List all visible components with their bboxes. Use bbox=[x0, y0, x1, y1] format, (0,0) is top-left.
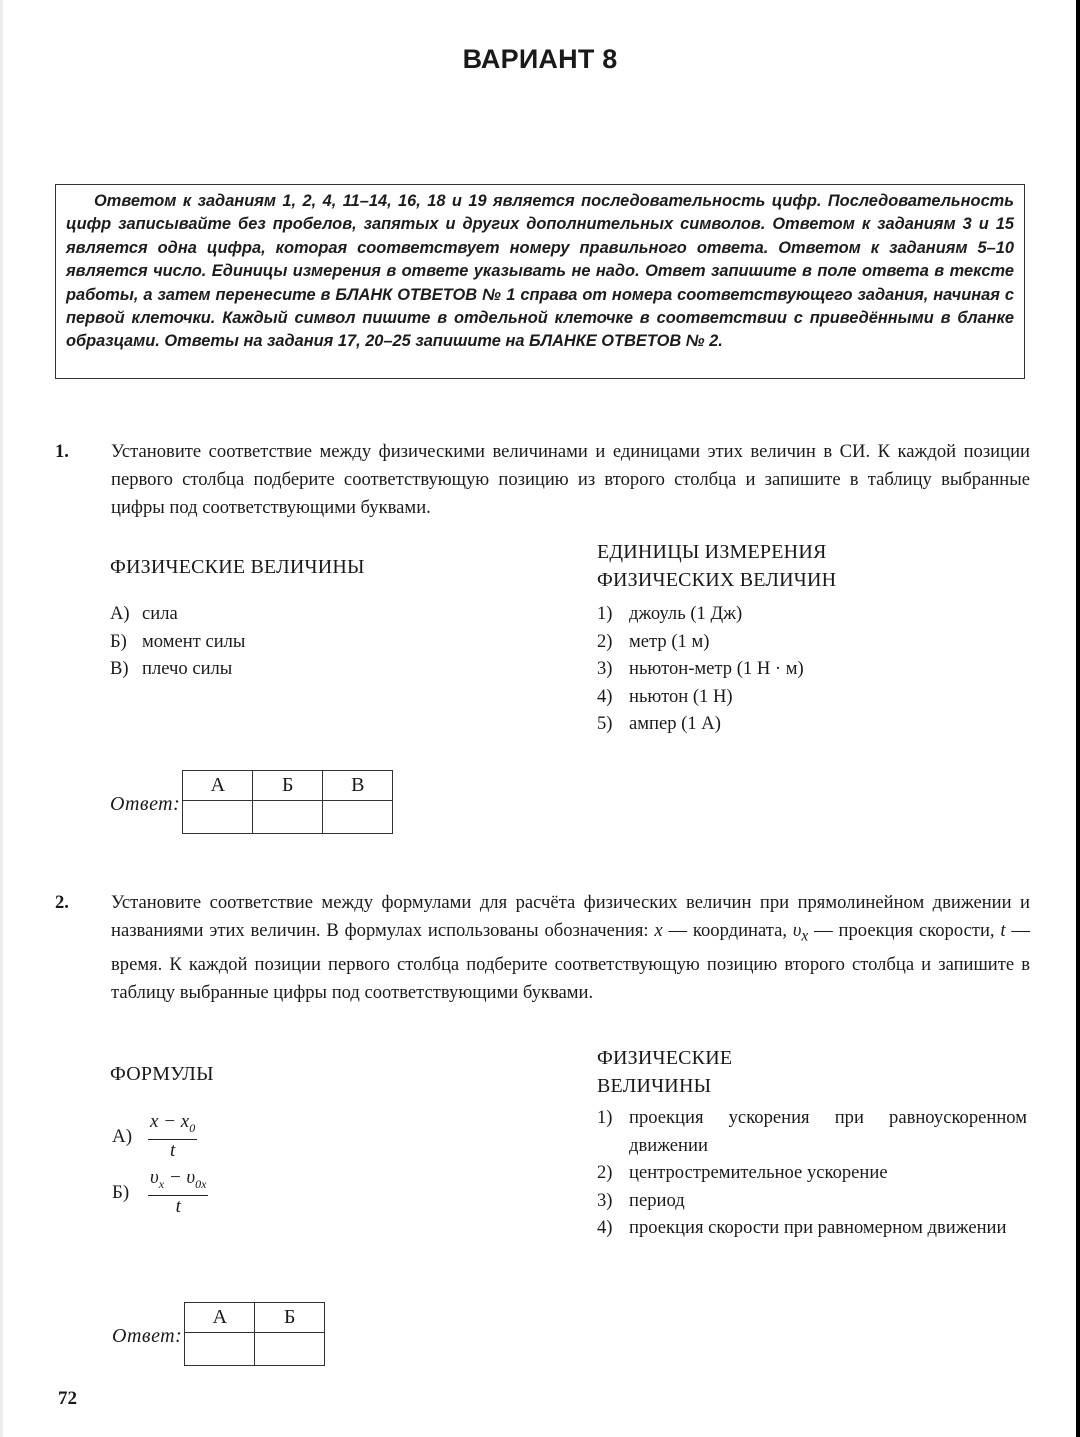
task-2-number: 2. bbox=[55, 892, 69, 913]
task-1-answer bbox=[110, 770, 393, 834]
instructions-text: Ответом к заданиям 1, 2, 4, 11–14, 16, 18 и 19 является последовательность цифр. Последовательность цифр записывайте без пробелов, запятых и других дополнительных символов. Ответом к заданиям 3 и 15 является одна цифра, которая соответствует номеру правильного ответа. Ответом к заданиям 5–10 является число. Единицы измерения в ответе указывать не надо. Ответ запишите в поле ответа в тексте работы, а затем перенесите в БЛАНК ОТВЕТОВ № 1 справа от номера соответствующего задания, начиная с первой клеточки. Каждый символ пишите в отдельной клеточке в соответствии с приведёнными в бланке образцами. Ответы на задания 17, 20–25 запишите на БЛАНКЕ ОТВЕТОВ № 2. bbox=[66, 192, 1014, 351]
list-item bbox=[597, 710, 1027, 738]
instructions-box bbox=[55, 184, 1025, 379]
task-2-answer bbox=[112, 1302, 325, 1366]
answer-label: Ответ: bbox=[112, 1325, 183, 1347]
list-item bbox=[597, 600, 1027, 628]
task-1-right-header-line2: ФИЗИЧЕСКИХ ВЕЛИЧИН bbox=[597, 569, 837, 591]
formula-b bbox=[112, 1168, 208, 1218]
text-segment: — проекция скорости, bbox=[808, 920, 1001, 941]
item-label: В) bbox=[110, 658, 129, 679]
item-text: ампер (1 А) bbox=[629, 713, 721, 734]
subscript: 0 bbox=[189, 1120, 196, 1135]
item-label: А) bbox=[110, 603, 130, 624]
fraction bbox=[148, 1168, 208, 1218]
item-text: сила bbox=[142, 603, 178, 624]
subscript: x bbox=[158, 1176, 165, 1191]
fraction-denominator: t bbox=[175, 1195, 181, 1217]
task-1-right-header bbox=[597, 538, 836, 594]
item-text: плечо силы bbox=[142, 658, 233, 679]
task-2-right-list bbox=[597, 1104, 1027, 1242]
num-term: υ bbox=[186, 1167, 196, 1188]
answer-table bbox=[184, 1302, 325, 1366]
item-text: проекция скорости при равномерном движении bbox=[629, 1217, 1007, 1238]
list-item bbox=[597, 655, 1027, 683]
variable-x: x bbox=[654, 920, 663, 941]
num-term: υ bbox=[150, 1167, 159, 1188]
variable-v: υ bbox=[792, 920, 802, 941]
answer-column-header: А bbox=[185, 1303, 255, 1333]
task-1-left-header: ФИЗИЧЕСКИЕ ВЕЛИЧИНЫ bbox=[110, 556, 365, 578]
variable-vx bbox=[792, 920, 809, 945]
item-text: проекция ускорения при равноускоренном движении bbox=[629, 1107, 1027, 1156]
page-edge-border bbox=[1076, 0, 1080, 1437]
answer-label: Ответ: bbox=[110, 793, 181, 815]
answer-cell-v[interactable] bbox=[323, 801, 393, 834]
answer-cell-a[interactable] bbox=[183, 801, 253, 834]
item-label: 4) bbox=[597, 1217, 613, 1238]
task-1-left-list bbox=[110, 600, 490, 683]
task-1-right-header-line1: ЕДИНИЦЫ ИЗМЕРЕНИЯ bbox=[597, 541, 827, 563]
task-1-right-list bbox=[597, 600, 1027, 738]
list-item bbox=[597, 628, 1027, 656]
item-text: период bbox=[629, 1189, 685, 1211]
list-item bbox=[110, 628, 490, 656]
item-label: 5) bbox=[597, 713, 613, 734]
page-title: ВАРИАНТ 8 bbox=[462, 44, 618, 74]
list-item bbox=[110, 600, 490, 628]
item-label: 3) bbox=[597, 658, 613, 679]
item-label: 2) bbox=[597, 630, 613, 652]
item-label: Б) bbox=[110, 630, 127, 652]
item-text: центростремительное ускорение bbox=[629, 1162, 888, 1183]
answer-column-header: Б bbox=[253, 771, 323, 801]
formula-label: А) bbox=[112, 1125, 133, 1147]
answer-cell-a[interactable] bbox=[185, 1333, 255, 1366]
page-number: 72 bbox=[58, 1388, 77, 1409]
list-item bbox=[597, 1187, 1027, 1215]
task-1-number: 1. bbox=[55, 441, 69, 462]
formula-a bbox=[112, 1112, 197, 1162]
num-term: x bbox=[150, 1111, 159, 1132]
answer-table bbox=[182, 770, 393, 834]
list-item bbox=[597, 1214, 1027, 1242]
item-label: 1) bbox=[597, 603, 613, 624]
fraction-numerator bbox=[148, 1112, 197, 1140]
variable-t: t bbox=[1000, 920, 1006, 941]
item-label: 2) bbox=[597, 1162, 613, 1183]
text-segment: Установите соответствие между формулами для расчёта физических величин при прямолинейном движении и названиями этих величин. В формулах использованы обозначения: bbox=[111, 892, 1030, 941]
answer-column-header: А bbox=[183, 771, 253, 801]
num-term: x bbox=[180, 1111, 190, 1132]
task-2-right-header-line1: ФИЗИЧЕСКИЕ bbox=[597, 1047, 733, 1069]
task-1 bbox=[55, 438, 1030, 522]
answer-cell-b[interactable] bbox=[255, 1333, 325, 1366]
item-text: момент силы bbox=[142, 630, 246, 652]
answer-column-header: Б bbox=[255, 1303, 325, 1333]
text-segment: — координата, bbox=[662, 920, 793, 941]
item-label: 3) bbox=[597, 1189, 613, 1211]
subscript: 0x bbox=[195, 1176, 207, 1191]
formula-label: Б) bbox=[112, 1181, 130, 1203]
task-2-left-header: ФОРМУЛЫ bbox=[110, 1063, 214, 1085]
item-text: ньютон-метр (1 Н · м) bbox=[629, 658, 804, 679]
task-1-text: Установите соответствие между физическими величинами и единицами этих величин в СИ. К каждой позиции первого столбца подберите соответствующую позицию из второго столбца и запишите в таблицу выбранные цифры под соответствующими буквами. bbox=[111, 441, 1030, 518]
item-text: метр (1 м) bbox=[629, 630, 710, 652]
fraction bbox=[148, 1112, 197, 1162]
fraction-numerator bbox=[148, 1168, 208, 1196]
list-item bbox=[597, 1104, 1027, 1159]
task-2 bbox=[55, 889, 1030, 1007]
page-edge-shade bbox=[0, 0, 3, 1437]
operator: − bbox=[158, 1111, 181, 1132]
text-segment: — время. К каждой позиции первого столбца подберите соответствующую позицию второго столбца и запишите в таблицу выбранные цифры под соответствующими буквами. bbox=[111, 920, 1031, 1003]
item-text: ньютон (1 Н) bbox=[629, 685, 733, 707]
task-2-right-header bbox=[597, 1044, 732, 1100]
list-item bbox=[597, 683, 1027, 711]
task-2-text bbox=[111, 889, 1030, 1007]
variable-sub: x bbox=[801, 927, 809, 945]
answer-cell-b[interactable] bbox=[253, 801, 323, 834]
item-label: 4) bbox=[597, 685, 613, 707]
fraction-denominator: t bbox=[169, 1139, 176, 1161]
list-item bbox=[110, 655, 490, 683]
task-2-right-header-line2: ВЕЛИЧИНЫ bbox=[597, 1075, 712, 1097]
answer-column-header: В bbox=[323, 771, 393, 801]
list-item bbox=[597, 1159, 1027, 1187]
item-text: джоуль (1 Дж) bbox=[629, 603, 743, 624]
operator: − bbox=[164, 1167, 187, 1188]
item-label: 1) bbox=[597, 1107, 613, 1128]
